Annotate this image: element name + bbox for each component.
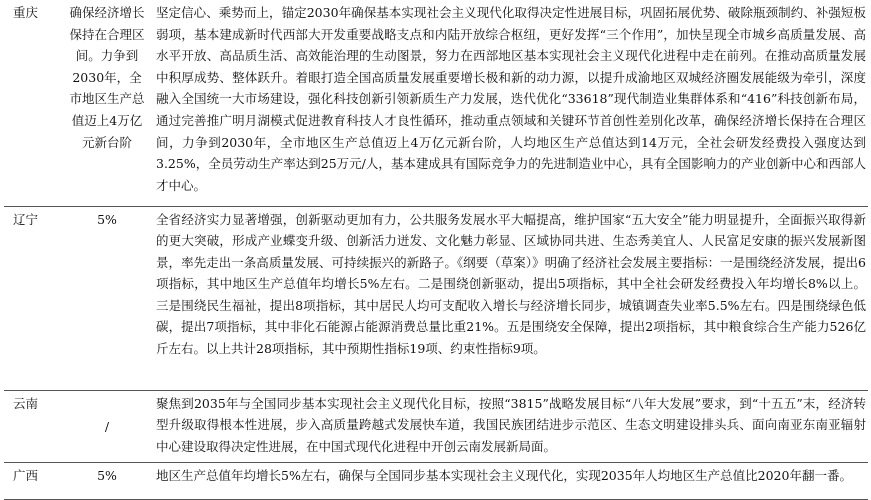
description-cell: 聚焦到2035年与全国同步基本实现社会主义现代化目标，按照“3815”战略发展目标“八年大发展”要求，到“十五五”末，经济转型升级取得根本性进展，步入高质量跨越式发展快车道，我国民族团结进步示范区、生态文明建设排头兵、面向南亚东南亚辐射中心建设取得决定性进展，在中国式现代化进程中开创云南发展新局面。 xyxy=(148,390,868,462)
planning-targets-table xyxy=(4,0,868,500)
growth-target-cell: 5% xyxy=(66,206,148,390)
table-row xyxy=(4,390,868,462)
table-row xyxy=(4,0,868,206)
description-cell: 坚定信心、乘势而上，锚定2030年确保基本实现社会主义现代化取得决定性进展目标，巩固拓展优势、破除瓶颈制约、补强短板弱项，基本建成新时代西部大开发重要战略支点和内陆开放综合枢纽，更好发挥“三个作用”，加快呈现全市城乡高质量发展、高水平开放、高品质生活、高效能治理的生动图景，努力在西部地区基本实现社会主义现代化进程中走在前列。在推动高质量发展中积厚成势、整体跃升。着眼打造全国高质量发展重要增长极和新的动力源，以提升成渝地区双城经济圈发展能级为牵引，深度融入全国统一大市场建设，强化科技创新引领新质生产力发展，迭代优化“33618”现代制造业集群体系和“416”科技创新布局，通过完善推广明月湖模式促进教育科技人才良性循环，推动重点领域和关键环节首创性差别化改革，确保经济增长保持在合理区间，力争到2030年，全市地区生产总值迈上4万亿元新台阶，人均地区生产总值达到14万元，全社会研发经费投入强度达到3.25%，全员劳动生产率达到25万元/人，基本建成具有国际竞争力的先进制造业中心，具有全国影响力的产业创新中心和西部人才中心。 xyxy=(148,0,868,206)
table-row xyxy=(4,206,868,390)
description-cell: 地区生产总值年均增长5%左右，确保与全国同步基本实现社会主义现代化，实现2035年人均地区生产总值比2020年翻一番。 xyxy=(148,462,868,499)
region-cell: 云南 xyxy=(4,390,66,462)
region-cell: 辽宁 xyxy=(4,206,66,390)
growth-target-cell: 确保经济增长保持在合理区间。力争到2030年，全市地区生产总值迈上4万亿元新台阶 xyxy=(66,0,148,206)
description-cell: 全省经济实力显著增强，创新驱动更加有力，公共服务发展水平大幅提高，维护国家“五大安全”能力明显提升，全面振兴取得新的更大突破，形成产业蝶变升级、创新活力迸发、文化魅力彰显、区域协同共进、生态秀美宜人、人民富足安康的振兴发展新图景，率先走出一条高质量发展、可持续振兴的新路子。《纲要（草案）》明确了经济社会发展主要指标：一是围绕经济发展，提出6项指标，其中地区生产总值年均增长5%左右。二是围绕创新驱动，提出5项指标，其中全社会研发经费投入年均增长8%以上。三是围绕民生福祉，提出8项指标，其中居民人均可支配收入增长与经济增长同步，城镇调查失业率5.5%左右。四是围绕绿色低碳，提出7项指标，其中非化石能源占能源消费总量比重21%。五是围绕安全保障，提出2项指标，其中粮食综合生产能力526亿斤左右。以上共计28项指标，其中预期性指标19项、约束性指标9项。 xyxy=(148,206,868,390)
region-cell: 重庆 xyxy=(4,0,66,206)
growth-target-cell: / xyxy=(66,390,148,462)
table-row xyxy=(4,462,868,499)
region-cell: 广西 xyxy=(4,462,66,499)
growth-target-cell: 5% xyxy=(66,462,148,499)
